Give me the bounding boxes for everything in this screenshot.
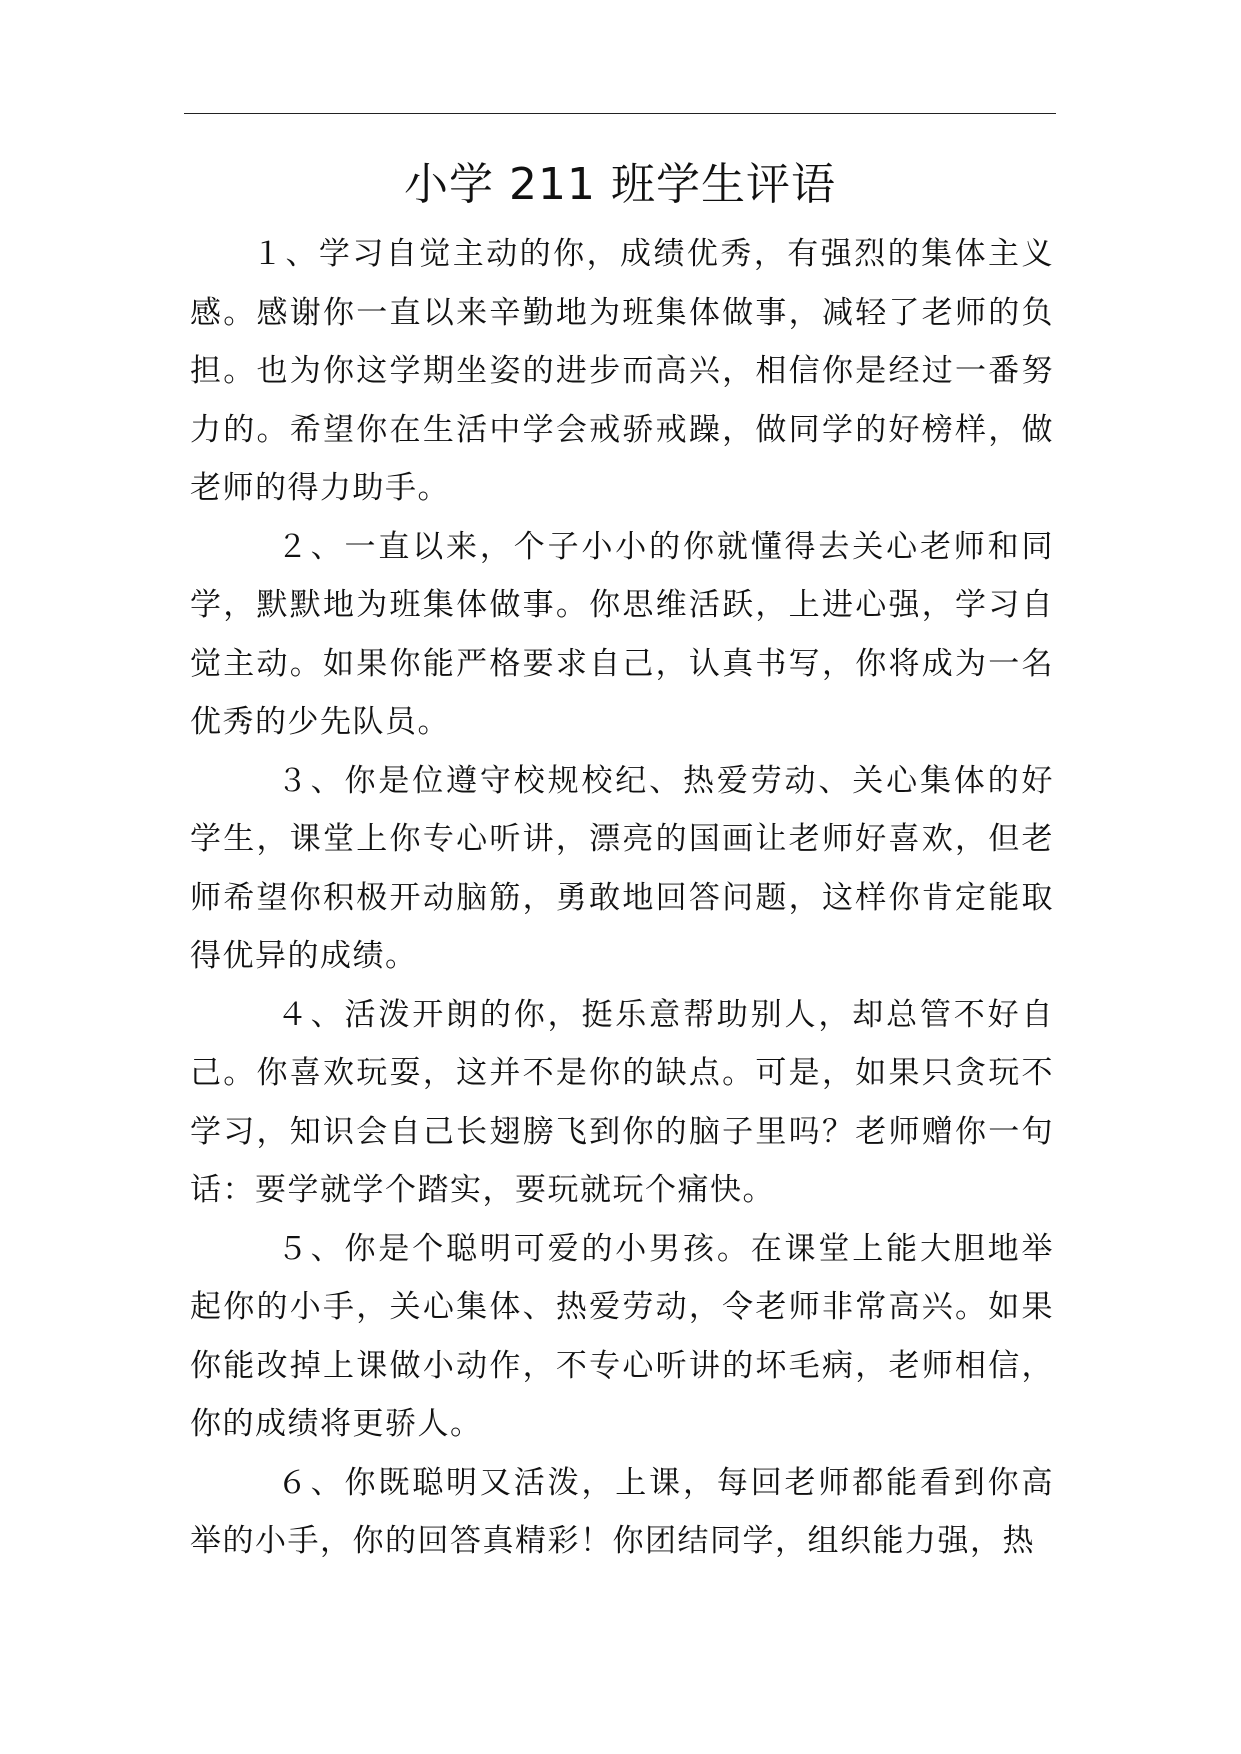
- header-rule: [184, 113, 1056, 114]
- document-title: 小学 211 班学生评语: [404, 159, 836, 210]
- comment-paragraph-2: ２、一直以来，个子小小的你就懂得去关心老师和同学，默默地为班集体做事。你思维活跃，上进心强，学习自觉主动。如果你能严格要求自己，认真书写，你将成为一名优秀的少先队员。: [190, 528, 1054, 740]
- comment-paragraph-4: ４、活泼开朗的你，挺乐意帮助别人，却总管不好自己。你喜欢玩耍，这并不是你的缺点。可是，如果只贪玩不学习，知识会自己长翅膀飞到你的脑子里吗？老师赠你一句话：要学就学个踏实，要玩就玩个痛快。: [190, 996, 1054, 1208]
- comment-paragraph-1: １、学习自觉主动的你，成绩优秀，有强烈的集体主义感。感谢你一直以来辛勤地为班集体做事，减轻了老师的负担。也为你这学期坐姿的进步而高兴，相信你是经过一番努力的。希望你在生活中学会戒骄戒躁，做同学的好榜样，做老师的得力助手。: [190, 236, 1054, 506]
- comment-paragraph-6: ６、你既聪明又活泼，上课，每回老师都能看到你高举的小手，你的回答真精彩！你团结同学，组织能力强，热: [190, 1464, 1054, 1559]
- comment-paragraph-3: ３、你是位遵守校规校纪、热爱劳动、关心集体的好学生，课堂上你专心听讲，漂亮的国画让老师好喜欢，但老师希望你积极开动脑筋，勇敢地回答问题，这样你肯定能取得优异的成绩。: [190, 762, 1054, 974]
- comment-paragraph-5: ５、你是个聪明可爱的小男孩。在课堂上能大胆地举起你的小手，关心集体、热爱劳动，令老师非常高兴。如果你能改掉上课做小动作，不专心听讲的坏毛病，老师相信，你的成绩将更骄人。: [190, 1230, 1054, 1442]
- document-body: [190, 225, 1054, 1665]
